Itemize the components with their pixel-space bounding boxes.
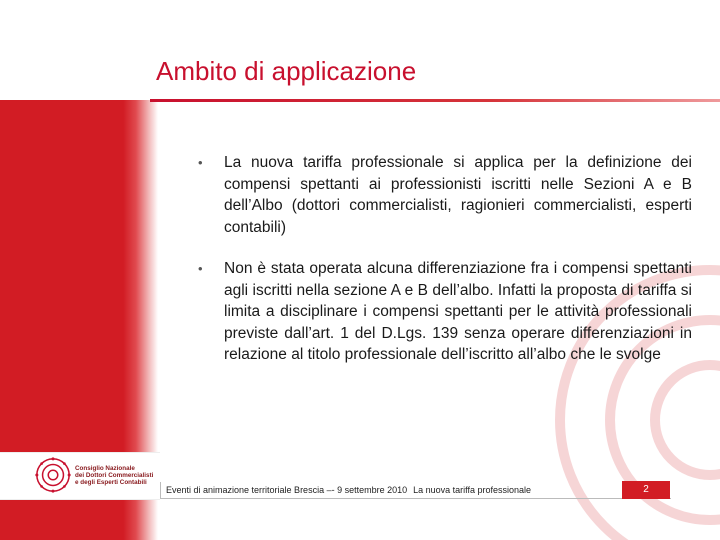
bullet-item (196, 152, 692, 238)
footer-text (166, 485, 531, 495)
bullet-glyph: • (198, 261, 203, 276)
logo-text (75, 465, 163, 487)
cndcec-logo-icon (34, 456, 72, 494)
title-underline (150, 99, 720, 102)
logo-line: Consiglio Nazionale (75, 465, 135, 472)
page-number: 2 (643, 484, 649, 495)
footer-event: Eventi di animazione territoriale Brescia –- 9 settembre 2010 (166, 485, 408, 495)
logo-line: dei Dottori Commercialisti (75, 472, 154, 480)
bullet-glyph: • (198, 155, 203, 170)
footer-subject: La nuova tariffa professionale (413, 485, 532, 495)
bullet-text: Non è stata operata alcuna differenziazione fra i compensi spettanti agli iscritti nella sezione A e B dell’albo. Infatti la proposta di tariffa si limita a disciplinare i compensi spettanti per le attività professionali previste dall’art. 1 del D.Lgs. 139 senza operare differenziazioni in relazione al titolo professionale dell’iscritto all’albo che le svolge (224, 260, 692, 363)
left-red-band (0, 100, 158, 452)
left-red-band-bottom (0, 498, 158, 540)
bullet-list (196, 152, 692, 386)
bullet-item (196, 258, 692, 366)
page-title: Ambito di applicazione (156, 56, 417, 86)
logo-line: e degli Esperti Contabili (75, 479, 147, 487)
bullet-text: La nuova tariffa professionale si applica per la definizione dei compensi spettanti ai professionisti iscritti nelle Sezioni A e B dell’Albo (dottori commercialisti, ragionieri commercialisti, esperti contabili) (224, 154, 692, 236)
